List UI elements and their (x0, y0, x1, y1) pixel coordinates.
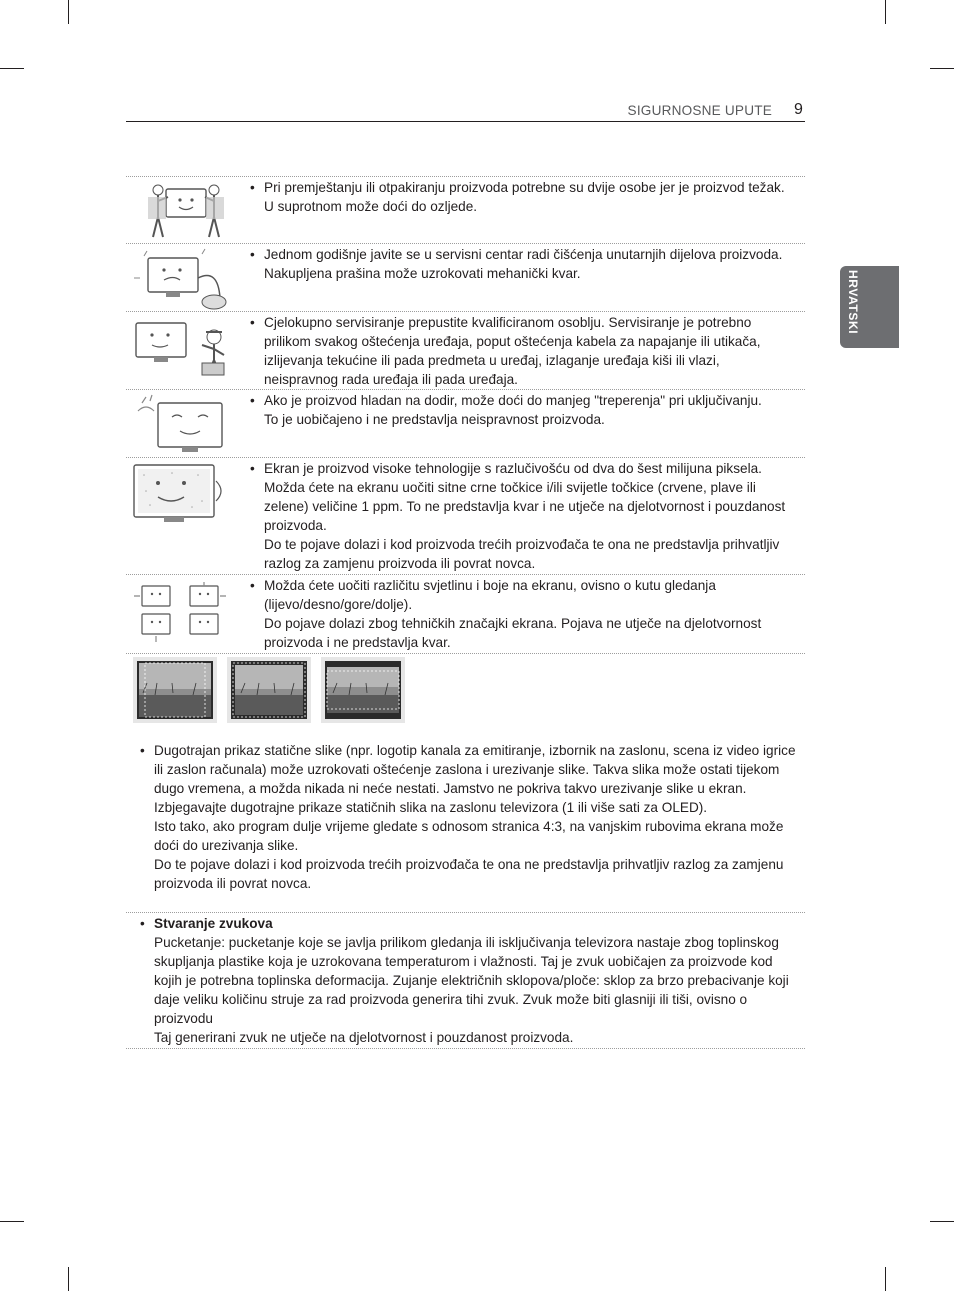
tv-service-technician-icon (128, 315, 238, 381)
crop-mark (885, 0, 886, 24)
body-text: • Dugotrajan prikaz statične slike (npr. logotip kanala za emitiranje, izbornik na zaslonu, scena iz video igrice ili zaslon računala) može uzrokovati oštećenje zaslona i urezivanje slike. Takva slika može ostati tijekom dugo vremena, a možda nikada ni neće nestati. Jamstvo ne pokriva takvo urezivanje slike u ekran. (154, 743, 796, 796)
bullet-text: • Cjelokupno servisiranje prepustite kvalificiranom osoblju. Servisiranje je potrebno prilikom svakog oštećenja uređaja, poput oštećenja kabela za napajanje ili utikača, izlijevanja tekućine ili pada predmeta u uređaj, izlaganje uređaja kiši ili vlazi, neispravnog rada uređaja ili pada uređaja. (264, 315, 761, 387)
crop-mark (885, 1267, 886, 1291)
safety-entry (126, 459, 805, 573)
row-divider (126, 574, 805, 575)
page-number: 9 (794, 101, 803, 118)
bullet-text: Nakupljena prašina može uzrokovati mehanički kvar. (264, 266, 581, 281)
sound-section (140, 914, 800, 1047)
entry-bullets (250, 459, 790, 573)
header-rule (126, 121, 805, 122)
bullet-item (250, 178, 790, 216)
body-text: Izbjegavajte dugotrajne prikaze statičnih slika na zaslonu televizora (1 ili više sati za OLED). (154, 800, 708, 815)
crop-mark (0, 1221, 24, 1222)
body-text: Do te pojave dolazi i kod proizvoda trećih proizvođača te ona ne predstavlja prihvatljiv razlog za zamjenu proizvoda ili povrat novca. (154, 857, 784, 891)
language-tab (840, 266, 899, 348)
row-divider (126, 653, 805, 654)
bullet-item (250, 313, 790, 389)
safety-entry (126, 576, 805, 652)
safety-entry (126, 178, 805, 242)
entry-bullets (250, 178, 790, 216)
pillarbox-burn-in-image (321, 657, 405, 723)
tv-viewing-angles-icon (128, 580, 238, 646)
row-divider (126, 912, 805, 913)
row-divider (126, 1048, 805, 1049)
crop-mark (0, 68, 24, 69)
bullet-text: • Ako je proizvod hladan na dodir, može doći do manjeg "treperenja" pri uključivanju. (264, 393, 762, 408)
section-title: SIGURNOSNE UPUTE (627, 103, 772, 118)
border-burn-in-image (227, 657, 311, 723)
bullet-text: Do te pojave dolazi i kod proizvoda trećih proizvođača te ona ne predstavlja prihvatljiv razlog za zamjenu proizvoda ili povrat novca. (264, 537, 780, 571)
crop-mark (68, 1267, 69, 1291)
safety-entry (126, 391, 805, 455)
bullet-item (250, 576, 790, 652)
static-image-section (140, 741, 800, 893)
body-text: Isto tako, ako program dulje vrijeme gledate s odnosom stranica 4:3, na vanjskim rubovima ekrana može doći do urezivanja slike. (154, 819, 784, 853)
entry-bullets (250, 245, 790, 283)
entry-bullets (250, 391, 790, 429)
bullet-text: • Ekran je proizvod visoke tehnologije s razlučivošću od dva do šest milijuna piksela. (264, 461, 762, 476)
bullet-item (140, 914, 800, 1047)
bullet-text: • Pri premještanju ili otpakiranju proizvoda potrebne su dvije osobe jer je proizvod težak. (264, 180, 785, 195)
language-tab-label: HRVATSKI (846, 270, 860, 335)
entry-bullets (250, 313, 790, 389)
bullet-text: To je uobičajeno i ne predstavlja neispravnost proizvoda. (264, 412, 605, 427)
bullet-item (250, 459, 790, 573)
bullet-text: Do pojave dolazi zbog tehničkih značajki ekrana. Pojava ne utječe na djelotvornost proizvoda i ne predstavlja kvar. (264, 616, 762, 650)
crop-mark (68, 0, 69, 24)
tv-cold-flicker-icon (128, 393, 238, 459)
bullet-text: • Jednom godišnje javite se u servisni centar radi čišćenja unutarnjih dijelova proizvoda. (264, 247, 783, 262)
bullet-text: • Možda ćete uočiti različitu svjetlinu i boje na ekranu, ovisno o kutu gledanja (lijevo/desno/gore/dolje). (264, 578, 716, 612)
two-people-carrying-tv-icon (128, 181, 238, 247)
body-text: Taj generirani zvuk ne utječe na djelotvornost i pouzdanost proizvoda. (154, 1030, 574, 1045)
bullet-text: Možda ćete na ekranu uočiti sitne crne točkice i/ili svijetle točkice (crvene, plave ili zelene) veličine 1 ppm. To ne predstavlja kvar i ne utječe na djelotvornost i pouzdanost proizvoda. (264, 480, 786, 533)
crop-mark (930, 1221, 954, 1222)
body-text: Pucketanje: pucketanje koje se javlja prilikom gledanja ili isključivanja televizora nastaje zbog toplinskog skupljanja plastike koja je uzrokovana temperaturom i vlažnosti. Taj je zvuk uobičajen za proizvode kod kojih je potrebna toplinska deformacija. Zujanje električnih sklopova/ploče: sklop za brzo prebacivanje koji daje veliku količinu struje za rad proizvoda generira tihi zvuk. Zvuk može biti glasniji ili tiši, ovisno o proizvodu (154, 935, 789, 1026)
bullet-item (250, 391, 790, 429)
entry-bullets (250, 576, 790, 652)
letterbox-burn-in-image (133, 657, 217, 723)
safety-entry (126, 313, 805, 387)
section-heading: • Stvaranje zvukova (154, 916, 273, 931)
row-divider (126, 176, 805, 177)
bullet-text: U suprotnom može doći do ozljede. (264, 199, 478, 214)
row-divider (126, 389, 805, 390)
bullet-item (250, 245, 790, 283)
bullet-item (140, 741, 800, 893)
safety-entry (126, 245, 805, 309)
tv-vacuum-cleaner-icon (128, 248, 238, 314)
crop-mark (930, 68, 954, 69)
tv-pixel-dots-icon (128, 461, 238, 527)
